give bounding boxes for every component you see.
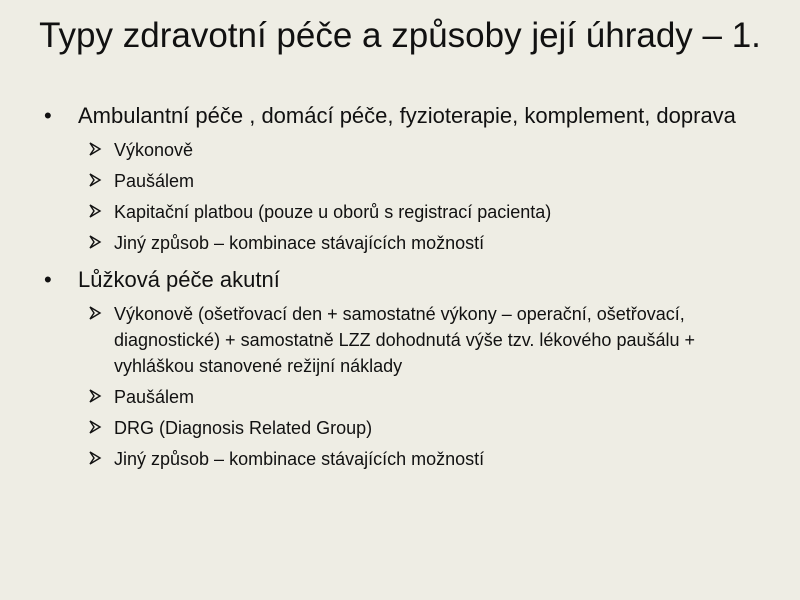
bullet-text: Lůžková péče akutní (78, 267, 280, 292)
arrow-bullet-icon (88, 137, 114, 156)
sub-item-text: Kapitační platbou (pouze u oborů s registrací pacienta) (114, 202, 552, 222)
bullet-dot-icon: • (44, 103, 52, 128)
arrow-bullet-icon (88, 199, 114, 218)
bullet-text: Ambulantní péče , domácí péče, fyzioterapie, komplement, doprava (78, 103, 736, 128)
arrow-bullet-icon (88, 168, 114, 187)
sub-list (88, 137, 764, 256)
sub-item-text: Výkonově (ošetřovací den + samostatné výkony – operační, ošetřovací, diagnostické) + samostatně LZZ dohodnutá výše tzv. lékového paušálu + vyhláškou stanovené režijní náklady (114, 304, 696, 376)
sub-item (88, 415, 764, 441)
bullet-item (44, 264, 764, 296)
sub-item-text: DRG (Diagnosis Related Group) (114, 418, 373, 438)
sub-item (88, 230, 764, 256)
bullet-item (44, 100, 764, 132)
sub-item-text: Jiný způsob – kombinace stávajících možností (114, 449, 485, 469)
sub-item-text: Jiný způsob – kombinace stávajících možností (114, 233, 485, 253)
sub-list (88, 301, 764, 472)
sub-item-text: Paušálem (114, 387, 195, 407)
arrow-bullet-icon (88, 301, 114, 320)
bullet-dot-icon: • (44, 267, 52, 292)
sub-item (88, 168, 764, 194)
arrow-bullet-icon (88, 415, 114, 434)
sub-item-text: Paušálem (114, 171, 195, 191)
slide-content (44, 100, 764, 480)
sub-item (88, 199, 764, 225)
arrow-bullet-icon (88, 384, 114, 403)
sub-item (88, 384, 764, 410)
sub-item (88, 137, 764, 163)
sub-item (88, 446, 764, 472)
sub-item-text: Výkonově (114, 140, 194, 160)
arrow-bullet-icon (88, 230, 114, 249)
arrow-bullet-icon (88, 446, 114, 465)
sub-item (88, 301, 764, 379)
slide-title: Typy zdravotní péče a způsoby její úhrady – 1. (39, 16, 761, 55)
